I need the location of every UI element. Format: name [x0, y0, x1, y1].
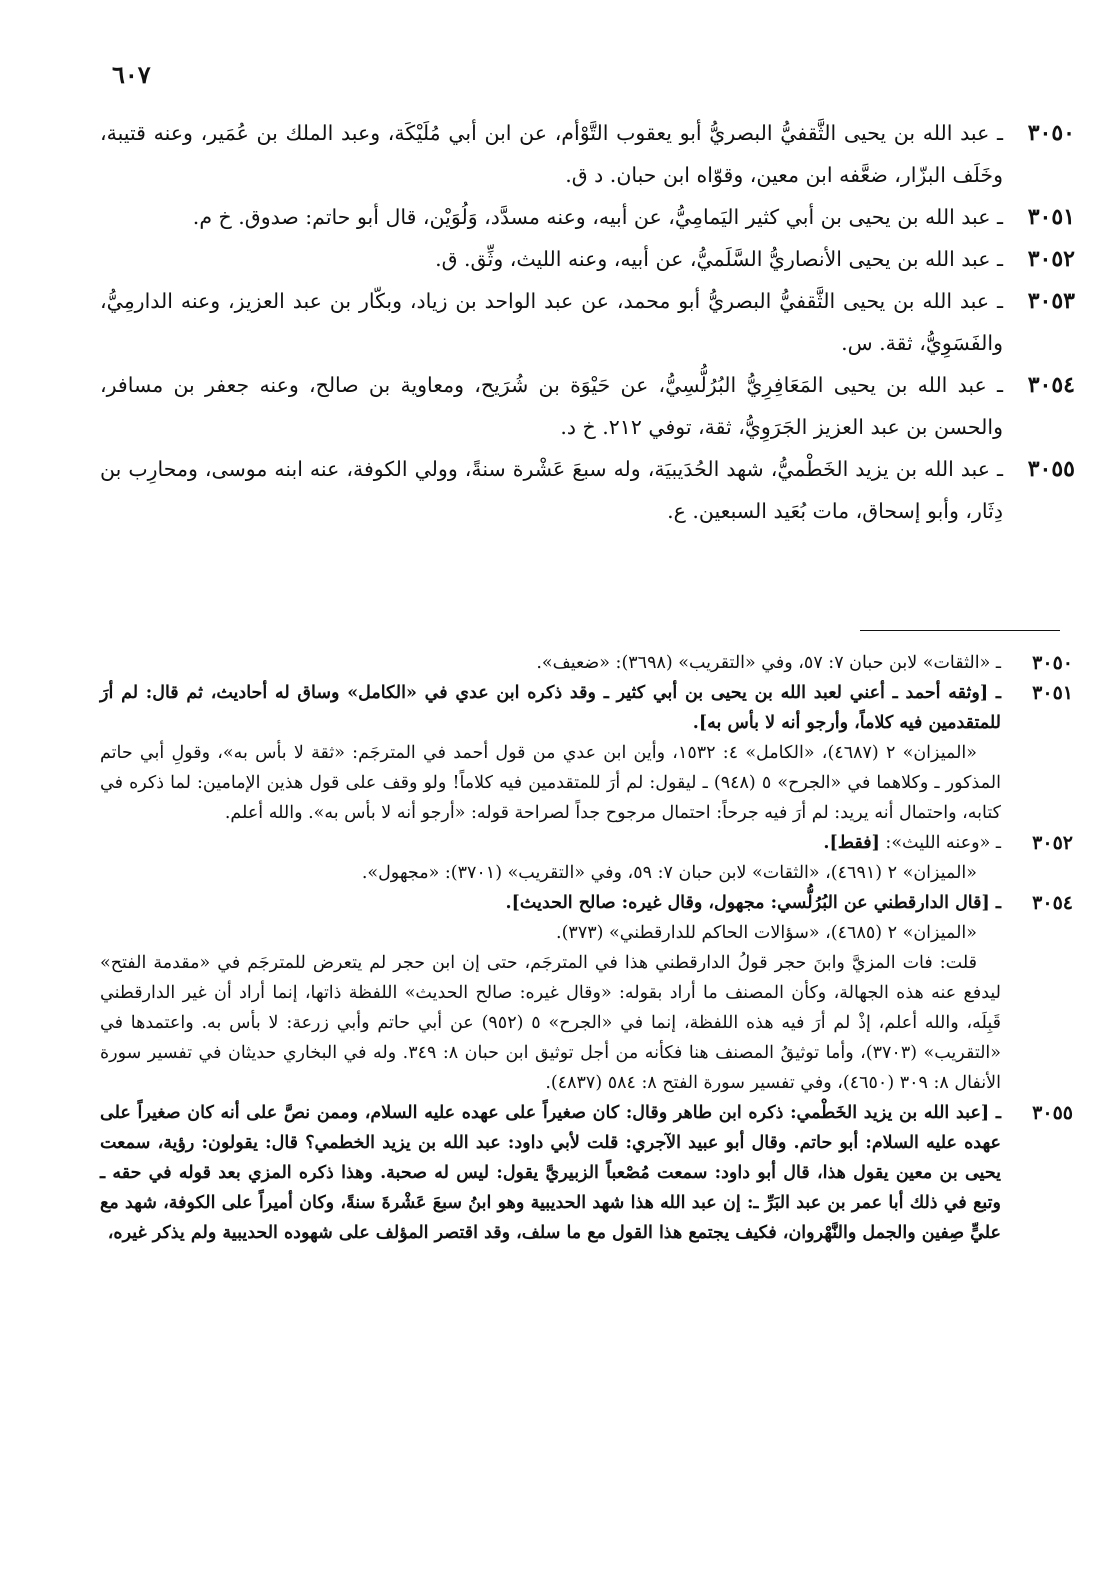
page-number: ٦٠٧: [112, 60, 151, 89]
entry-text: ـ عبد الله بن يزيد الخَطْميُّ، شهد الحُدَيبيَة، وله سبعَ عَشْرة سنةً، وولي الكوفة، عنه ابنه موسى، ومحارِب بن دِثَار، وأبو إسحاق، مات بُعَيد السبعين. ع.: [100, 457, 1003, 523]
entry-number: ٣٠٥٢: [1027, 246, 1075, 272]
note-3055: [100, 1098, 1073, 1248]
entry-text: ـ عبد الله بن يحيى الأنصاريُّ السَّلَميُّ، عن أبيه، وعنه الليث، وثِّق. ق.: [435, 247, 1003, 271]
note-number: ٣٠٥١: [1032, 682, 1073, 704]
note-bold-text: ـ [عبد الله بن يزيد الخَطْمي: ذكره ابن طاهر وقال: كان صغيراً على عهده عليه السلام، وممن نصَّ على أنه كان صغيراً على عهده عليه السلام: أبو حاتم. وقال أبو عبيد الآجري: قلت لأبي داود: عبد الله بن يزيد الخطمي؟ قال: يقولون: رؤية، سمعت يحيى بن معين يقول هذا، قال أبو داود: سمعت مُصْعباً الزبيريَّ يقول: ليس له صحبة. وهذا ذكره المزي بعد قوله في حقه ـ وتبع في ذلك أبا عمر بن عبد البَرِّ ـ: إن عبد الله هذا شهد الحديبية وهو ابنُ سبعَ عَشْرةَ سنةً، وكان أميراً على الكوفة، شهد مع عليٍّ صِفين والجمل والنَّهْروان، فكيف يجتمع هذا القول مع ما سلف، وقد اقتصر المؤلف على شهوده الحديبية ولم يذكر غيره،: [100, 1103, 1001, 1243]
note-number: ٣٠٥٢: [1032, 832, 1073, 854]
entry-text: ـ عبد الله بن يحيى بن أبي كثير اليَمامِيُّ، عن أبيه، وعنه مسدَّد، وَلُوَيْن، قال أبو حاتم: صدوق. خ م.: [192, 205, 1003, 229]
note-text: ـ «الثقات» لابن حبان ٧: ٥٧، وفي «التقريب» (٣٦٩٨): «ضعيف».: [536, 653, 1001, 673]
main-entries: [100, 112, 1075, 532]
entry-number: ٣٠٥٠: [1027, 120, 1075, 146]
note-text: «الميزان» ٢ (٤٦٨٧)، «الكامل» ٤: ١٥٣٢، وأين ابن عدي من قول أحمد في المترجَم: «ثقة لا بأس به»، وقولِ أبي حاتم المذكور ـ وكلاهما في «الجرح» ٥ (٩٤٨) ـ ليقول: لم أرَ للمتقدمين فيه كلاماً! ولو وقف على قول هذين الإمامين: لما ذكره في كتابه، واحتمال أنه يريد: لم أرَ فيه جرحاً: احتمال مرجوح جداً لصراحة قوله: «أرجو أنه لا بأس به». والله أعلم.: [100, 743, 1001, 823]
note-3052: [100, 828, 1073, 888]
entry-3050: [100, 112, 1075, 196]
footnote-separator: [860, 630, 1060, 631]
entry-text: ـ عبد الله بن يحيى الثَّقفيُّ البصريُّ أبو محمد، عن عبد الواحد بن زياد، وبكّار بن عبد العزيز، وعنه الدارمِيُّ، والفَسَوِيُّ، ثقة. س.: [100, 289, 1003, 355]
note-number: ٣٠٥٥: [1032, 1102, 1073, 1124]
entry-text: ـ عبد الله بن يحيى الثَّقفيُّ البصريُّ أبو يعقوب التَّوْأم، عن ابن أبي مُلَيْكَة، وعبد الملك بن عُمَير، وعنه قتيبة، وخَلَف البزّار، ضعَّفه ابن معين، وقوّاه ابن حبان. د ق.: [100, 121, 1003, 187]
note-bold-text: ـ [وثقه أحمد ـ أعني لعبد الله بن يحيى بن أبي كثير ـ وقد ذكره ابن عدي في «الكامل» وساق له أحاديث، ثم قال: لم أرَ للمتقدمين فيه كلاماً، وأرجو أنه لا بأس به].: [100, 683, 1001, 733]
note-text: «الميزان» ٢ (٤٦٩١)، «الثقات» لابن حبان ٧: ٥٩، وفي «التقريب» (٣٧٠١): «مجهول».: [361, 863, 977, 883]
entry-3052: [100, 238, 1075, 280]
footnotes: [100, 648, 1073, 1248]
entry-3053: [100, 280, 1075, 364]
note-text: «الميزان» ٢ (٤٦٨٥)، «سؤالات الحاكم للدارقطني» (٣٧٣).: [556, 923, 977, 943]
entry-number: ٣٠٥٤: [1027, 372, 1075, 398]
entry-number: ٣٠٥٣: [1027, 288, 1075, 314]
note-number: ٣٠٥٤: [1032, 892, 1073, 914]
entry-number: ٣٠٥٥: [1027, 456, 1075, 482]
entry-text: ـ عبد الله بن يحيى المَعَافِرِيُّ البُرُلُّسِيُّ، عن حَيْوَة بن شُرَيح، ومعاوية بن صالح، وعنه جعفر بن مسافر، والحسن بن عبد العزيز الجَرَوِيُّ، ثقة، توفي ٢١٢. خ د.: [100, 373, 1003, 439]
entry-3051: [100, 196, 1075, 238]
note-3050: [100, 648, 1073, 678]
entry-3054: [100, 364, 1075, 448]
entry-3055: [100, 448, 1075, 532]
note-bold-text: [فقط].: [823, 833, 880, 853]
note-text: قلت: فات المزيَّ وابنَ حجر قولُ الدارقطني هذا في المترجَم، حتى إن ابن حجر لم يتعرض للمترجَم في «مقدمة الفتح» ليدفع عنه هذه الجهالة، وكأن المصنف ما أراد بقوله: «وقال غيره: صالح الحديث» اللفظة ذاتها، إنما أراد أن غير الدارقطني قَبِلَه، والله أعلم، إذْ لم أرَ فيه هذه اللفظة، إنما في «الجرح» ٥ (٩٥٢) عن أبي حاتم وأبي زرعة: لا بأس به. واعتمدها في «التقريب» (٣٧٠٣)، وأما توثيقُ المصنف هنا فكأنه من أجل توثيق ابن حبان ٨: ٣٤٩. وله في البخاري حديثان في تفسير سورة الأنفال ٨: ٣٠٩ (٤٦٥٠)، وفي تفسير سورة الفتح ٨: ٥٨٤ (٤٨٣٧).: [100, 953, 1001, 1093]
note-text: ـ «وعنه الليث»:: [879, 833, 1001, 853]
note-bold-text: ـ [قال الدارقطني عن البُرُلُّسي: مجهول، وقال غيره: صالح الحديث].: [505, 893, 1001, 913]
note-3051: [100, 678, 1073, 828]
note-3054: [100, 888, 1073, 1098]
note-number: ٣٠٥٠: [1032, 652, 1073, 674]
entry-number: ٣٠٥١: [1027, 204, 1075, 230]
